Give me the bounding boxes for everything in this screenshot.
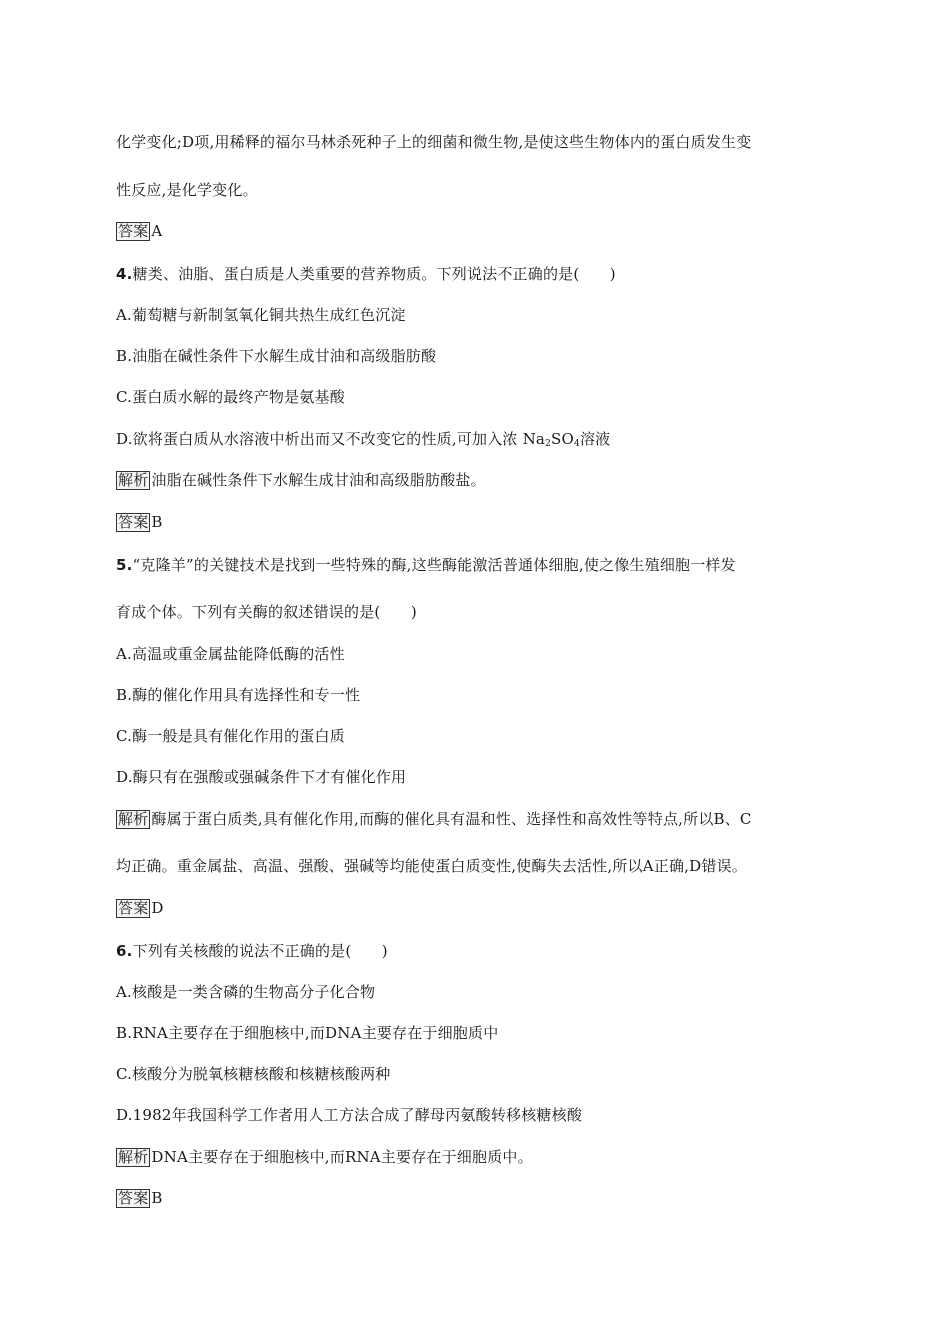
q4-answer [116, 512, 163, 532]
q4-analysis [116, 470, 486, 490]
analysis-text: 油脂在碱性条件下水解生成甘油和高级脂肪酸盐。 [151, 471, 486, 489]
answer-value: D [151, 899, 164, 917]
q5-stem-text: “克隆羊”的关键技术是找到一些特殊的酶,这些酶能激活普通体细胞,使之像生殖细胞一样发 [132, 556, 736, 574]
q5-option-b: B.酶的催化作用具有选择性和专一性 [116, 686, 361, 704]
q5-analysis-2: 均正确。重金属盐、高温、强酸、强碱等均能使蛋白质变性,使酶失去活性,所以A正确,D错误。 [116, 857, 747, 875]
q4-stem-text: 糖类、油脂、蛋白质是人类重要的营养物质。下列说法不正确的是( ) [132, 265, 616, 283]
q5-option-a: A.高温或重金属盐能降低酶的活性 [116, 645, 345, 663]
q5-stem-2: 育成个体。下列有关酶的叙述错误的是( ) [116, 603, 417, 621]
q5-analysis-1 [116, 809, 752, 829]
answer-tag: 答案 [118, 222, 149, 240]
q4-option-c: C.蛋白质水解的最终产物是氨基酸 [116, 388, 345, 406]
q6-answer [116, 1188, 163, 1208]
intro-line-1: 化学变化;D项,用稀释的福尔马林杀死种子上的细菌和微生物,是使这些生物体内的蛋白质发生变 [116, 133, 752, 151]
q5-stem-1 [116, 555, 736, 575]
answer-tag: 答案 [118, 513, 149, 531]
q4-option-d: D.欲将蛋白质从水溶液中析出而又不改变它的性质,可加入浓 $Na_2SO_4$溶液 [116, 430, 611, 449]
analysis-tag: 解析 [118, 810, 149, 828]
q6-option-d: D.1982年我国科学工作者用人工方法合成了酵母丙氨酸转移核糖核酸 [116, 1106, 583, 1124]
q4-option-a: A.葡萄糖与新制氢氧化铜共热生成红色沉淀 [116, 306, 406, 324]
analysis-text: DNA主要存在于细胞核中,而RNA主要存在于细胞质中。 [151, 1148, 533, 1166]
q4-number: 4. [116, 265, 133, 283]
q6-number: 6. [116, 942, 133, 960]
answer-value: A [151, 222, 163, 240]
q5-answer [116, 898, 164, 918]
q6-option-c: C.核酸分为脱氧核糖核酸和核糖核酸两种 [116, 1065, 391, 1083]
analysis-tag: 解析 [118, 1148, 149, 1166]
answer-value: B [151, 1189, 163, 1207]
answer-tag: 答案 [118, 1189, 149, 1207]
q6-analysis [116, 1147, 533, 1167]
q5-option-c: C.酶一般是具有催化作用的蛋白质 [116, 727, 345, 745]
q4-option-b: B.油脂在碱性条件下水解生成甘油和高级脂肪酸 [116, 347, 437, 365]
q6-option-b: B.RNA主要存在于细胞核中,而DNA主要存在于细胞质中 [116, 1024, 499, 1042]
analysis-text: 酶属于蛋白质类,具有催化作用,而酶的催化具有温和性、选择性和高效性等特点,所以B、C [151, 810, 752, 828]
analysis-tag: 解析 [118, 471, 149, 489]
intro-answer [116, 221, 162, 241]
answer-value: B [151, 513, 163, 531]
q6-option-a: A.核酸是一类含磷的生物高分子化合物 [116, 983, 376, 1001]
q6-stem [116, 941, 388, 961]
q5-number: 5. [116, 556, 133, 574]
q4-stem [116, 264, 616, 284]
q6-stem-text: 下列有关核酸的说法不正确的是( ) [132, 942, 388, 960]
answer-tag: 答案 [118, 899, 149, 917]
q5-option-d: D.酶只有在强酸或强碱条件下才有催化作用 [116, 768, 407, 786]
intro-line-2: 性反应,是化学变化。 [116, 181, 258, 199]
